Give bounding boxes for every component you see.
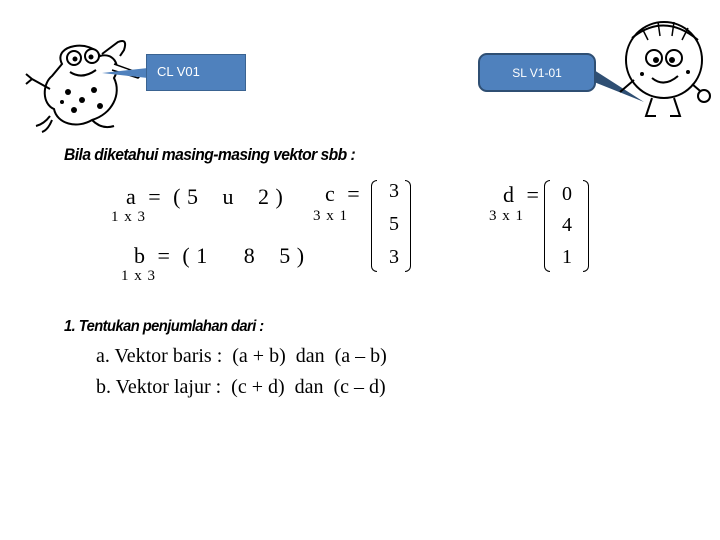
vector-c-entry-2: 5 [389,213,399,235]
callout-cl-label: CL V01 [157,64,200,79]
vector-d-entry-2: 4 [562,214,572,236]
callout-sl-v1-01 [478,53,596,92]
vector-a-dimension: 1 x 3 [111,209,146,225]
vector-c-left-bracket [371,180,377,272]
vector-c-dimension: 3 x 1 [313,208,348,224]
vector-d-label: d = [503,182,540,207]
vector-d-dimension: 3 x 1 [489,208,524,224]
vector-b-dimension: 1 x 3 [121,268,156,284]
vector-a-expression: a = ( 5 u 2 ) [126,184,284,209]
question-part-b: b. Vektor lajur : (c + d) dan (c – d) [96,376,386,398]
vector-c-entry-3: 3 [389,246,399,268]
vector-d-right-bracket [583,180,589,272]
callout-sl-label: SL V1-01 [512,66,562,80]
vector-d-entry-1: 0 [562,183,572,205]
vector-d-left-bracket [544,180,550,272]
callout-left-pointer [102,66,148,80]
callout-cl-v01 [146,54,246,91]
heading-text: Bila diketahui masing-masing vektor sbb : [64,145,356,164]
vector-b-expression: b = ( 1 8 5 ) [134,243,305,268]
vector-d-entry-3: 1 [562,246,572,268]
question-title: 1. Tentukan penjumlahan dari : [64,318,264,335]
vector-c-label: c = [325,181,361,206]
ball-mascot-icon [612,10,716,126]
frog-mascot-icon [22,34,152,134]
vector-c-right-bracket [405,180,411,272]
vector-c-entry-1: 3 [389,180,399,202]
question-part-a: a. Vektor baris : (a + b) dan (a – b) [96,345,387,367]
